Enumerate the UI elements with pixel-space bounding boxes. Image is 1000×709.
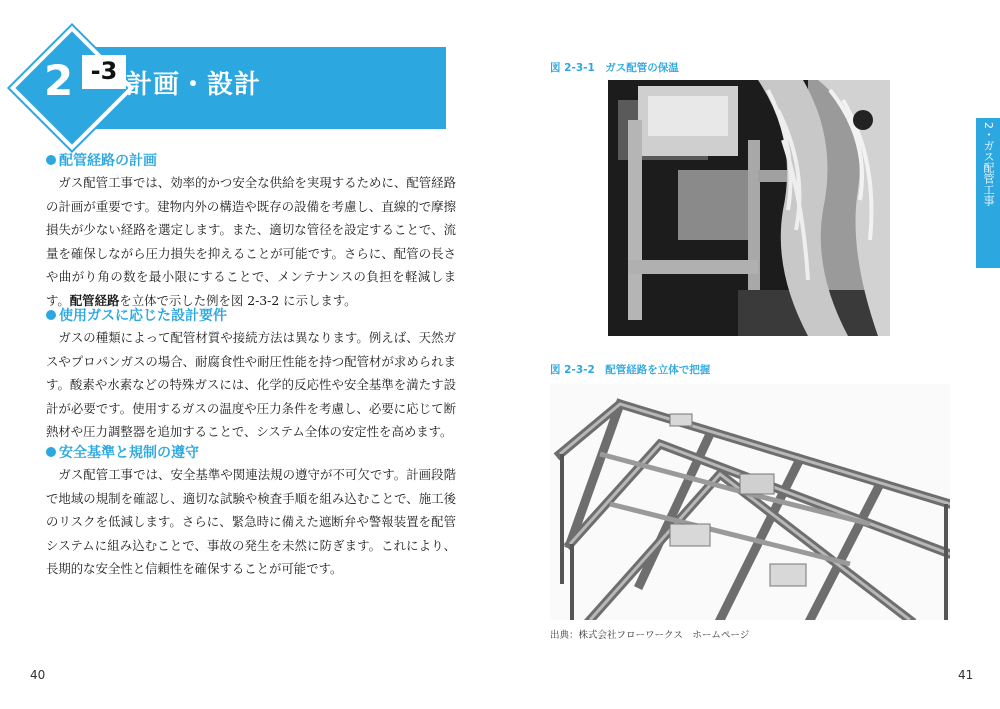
bullet-dot-icon (46, 447, 56, 457)
heading-safety-standards: 安全基準と規制の遵守 (46, 442, 199, 462)
insulated-pipe-photo (608, 80, 890, 336)
piping-3d-diagram (550, 384, 950, 620)
page-number-left: 40 (30, 668, 46, 682)
heading-gas-requirements: 使用ガスに応じた設計要件 (46, 305, 227, 325)
right-page (500, 0, 1000, 709)
paragraph-route-planning: ガス配管工事では、効率的かつ安全な供給を実現するために、配管経路の計画が重要です。建物内外の構造や既存の設備を考慮し、直線的で摩擦損失が少ない経路を選定します。また、適切な管径を設定することで、流量を確保しながら圧力損失を抑えることが可能です。さらに、配管の長さや曲がり角の数を最小限にすることで、メンテナンスの負担を軽減します。配管経路を立体で示した例を図 2-3-2 に示します。 (46, 175, 456, 308)
bullet-dot-icon (46, 310, 56, 320)
heading-route-planning: 配管経路の計画 (46, 150, 157, 170)
figure1-caption: 図 2-3-1 ガス配管の保温 (550, 62, 679, 74)
chapter-side-tab-label: 2・ガス配管工事 (982, 122, 995, 206)
paragraph-gas-requirements: ガスの種類によって配管材質や接続方法は異なります。例えば、天然ガスやプロパンガスの場合、耐腐食性や耐圧性能を持つ配管材が求められます。酸素や水素などの特殊ガスには、化学的反応性や安全基準を満たす設計が必要です。使用するガスの温度や圧力条件を考慮し、必要に応じて断熱材や圧力調整器を追加することで、システム全体の安定性を高めます。 (46, 330, 456, 440)
paragraph-safety-standards: ガス配管工事では、安全基準や関連法規の遵守が不可欠です。計画段階で地域の規制を確認し、適切な試験や検査手順を組み込むことで、施工後のリスクを低減します。さらに、緊急時に備えた遮断弁や警報装置を配管システムに組み込むことで、事故の発生を未然に防ぎます。これにより、長期的な安全性と信頼性を確保することが可能です。 (46, 467, 456, 577)
bullet-dot-icon (46, 155, 56, 165)
section-sub-number: -3 (90, 57, 118, 85)
page-number-right: 41 (958, 668, 974, 682)
figure2-caption: 図 2-3-2 配管経路を立体で把握 (550, 364, 711, 376)
image-credit: 出典：株式会社フローワークス ホームページ (550, 630, 750, 641)
section-number: 2 (44, 56, 74, 105)
section-title: 計画・設計 (126, 70, 262, 100)
